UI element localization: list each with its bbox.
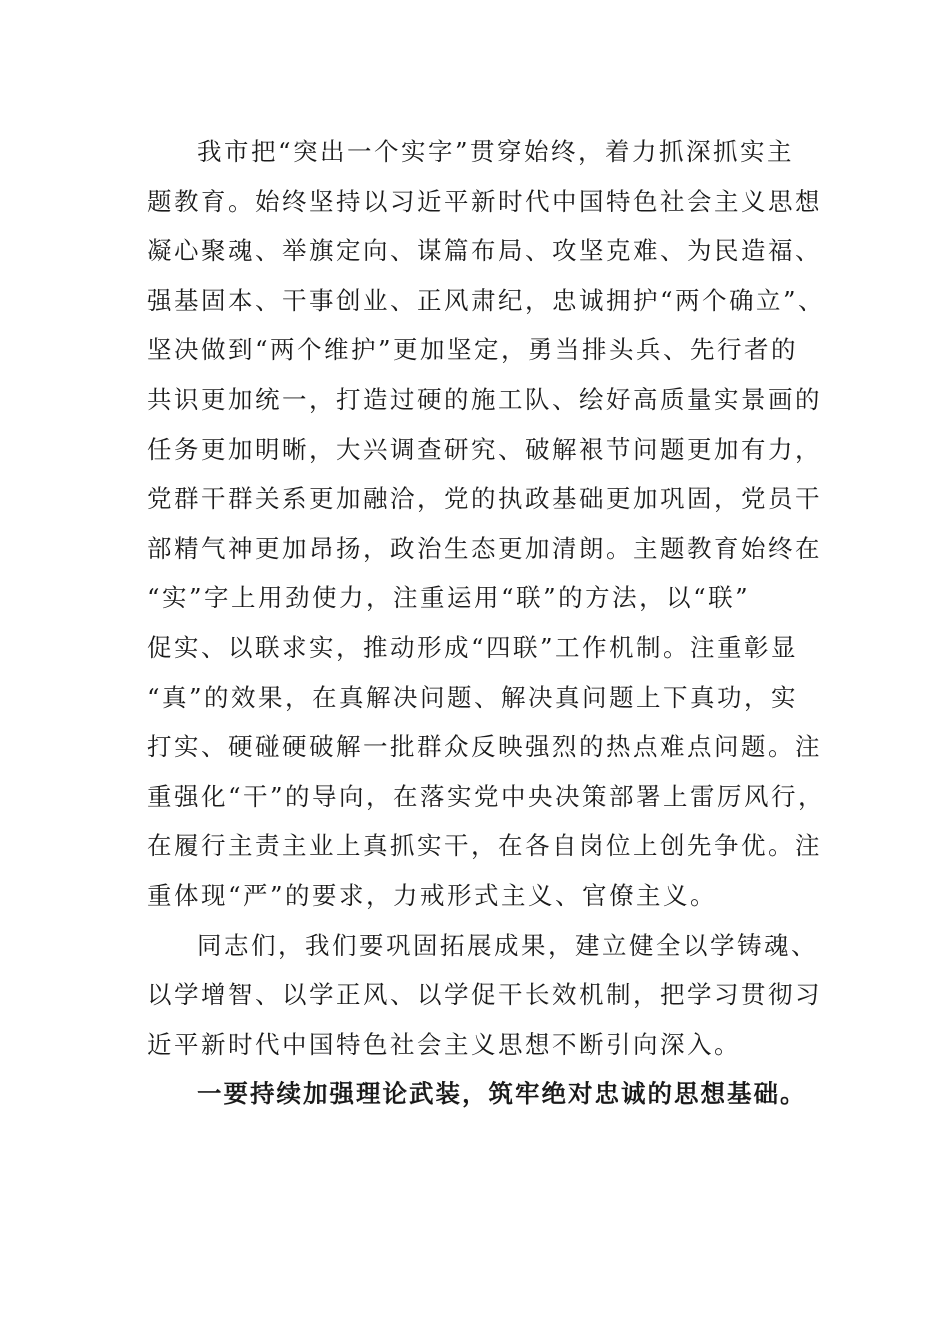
- paragraph-2: [147, 921, 822, 1070]
- paragraph-line: 在履行主责主业上真抓实干，在各自岗位上创先争优。注: [147, 831, 822, 861]
- paragraph-line: 部精气神更加昂扬，政治生态更加清朗。主题教育始终在: [147, 533, 822, 563]
- paragraph-line: 重强化“干”的导向，在落实党中央决策部署上雷厉风行，: [147, 781, 826, 811]
- paragraph-line: “实”字上用劲使力，注重运用“联”的方法，以“联”: [147, 583, 751, 613]
- paragraph-line: 同志们，我们要巩固拓展成果，建立健全以学铸魂、: [197, 930, 818, 960]
- section-heading: 一要持续加强理论武装，筑牢绝对忠诚的思想基础。: [197, 1079, 807, 1109]
- paragraph-line: 重体现“严”的要求，力戒形式主义、官僚主义。: [147, 880, 718, 910]
- paragraph-line: 强基固本、干事创业、正风肃纪，忠诚拥护“两个确立”、: [147, 285, 826, 315]
- paragraph-line: 以学增智、以学正风、以学促干长效机制，把学习贯彻习: [147, 980, 822, 1010]
- paragraph-1: [147, 127, 826, 921]
- paragraph-line: 凝心聚魂、举旗定向、谋篇布局、攻坚克难、为民造福、: [147, 236, 822, 266]
- paragraph-line: 题教育。始终坚持以习近平新时代中国特色社会主义思想: [147, 186, 822, 216]
- document-body: [147, 127, 826, 1119]
- paragraph-line: 我市把“突出一个实字”贯穿始终，着力抓深抓实主: [197, 137, 795, 166]
- paragraph-line: 坚决做到“两个维护”更加坚定，勇当排头兵、先行者的: [147, 335, 799, 365]
- paragraph-3-heading: [147, 1069, 807, 1119]
- paragraph-line: 近平新时代中国特色社会主义思想不断引向深入。: [147, 1029, 741, 1059]
- paragraph-line: 打实、硬碰硬破解一批群众反映强烈的热点难点问题。注: [147, 732, 822, 762]
- paragraph-line: 促实、以联求实，推动形成“四联”工作机制。注重彰显: [147, 632, 799, 662]
- paragraph-line: 任务更加明晰，大兴调查研究、破解裉节问题更加有力，: [147, 434, 822, 464]
- paragraph-line: 党群干群关系更加融洽，党的执政基础更加巩固，党员干: [147, 484, 822, 514]
- paragraph-line: “真”的效果，在真解决问题、解决真问题上下真功，实: [147, 682, 799, 712]
- paragraph-line: 共识更加统一，打造过硬的施工队、绘好高质量实景画的: [147, 384, 822, 414]
